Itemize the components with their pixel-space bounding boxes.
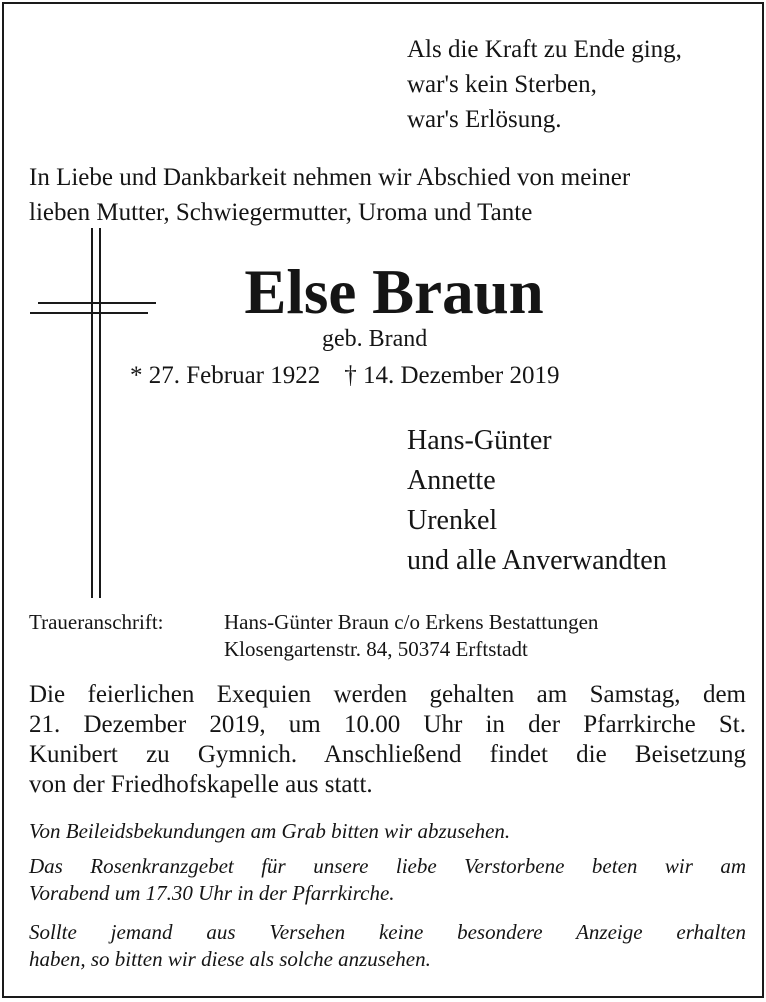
birth-date: * 27. Februar 1922 [130,362,321,389]
poem-line: war's Erlösung. [407,106,562,133]
address-line: Klosengartenstr. 84, 50374 Erftstadt [224,637,528,661]
mourner: und alle Anverwandten [407,545,667,576]
service-line: Die feierlichen Exequien werden gehalten am Samstag, dem [29,681,746,708]
condolences-note [29,818,746,845]
funeral-service-text [29,680,746,800]
mourner: Hans-Günter [407,425,552,456]
death-date: † 14. Dezember 2019 [344,362,560,389]
intro-line: In Liebe und Dankbarkeit nehmen wir Abschied von meiner [29,164,631,191]
poem-line: Als die Kraft zu Ende ging, [407,36,682,63]
intro-text [29,160,630,230]
note-line: haben, so bitten wir diese als solche anzusehen. [29,947,431,971]
notice-note [29,919,746,973]
intro-line: lieben Mutter, Schwiegermutter, Uroma und Tante [29,199,533,226]
mourning-address [224,609,598,663]
rosary-note [29,853,746,907]
mourners-list [407,421,667,581]
address-line: Hans-Günter Braun c/o Erkens Bestattungen [224,610,599,634]
service-line: Kunibert zu Gymnich. Anschließend findet die Beisetzung [29,741,746,768]
service-line: 21. Dezember 2019, um 10.00 Uhr in der Pfarrkirche St. [29,711,746,738]
mourner: Annette [407,465,496,496]
address-label: Traueranschrift: [29,610,164,634]
birth-name: geb. Brand [322,326,428,352]
poem-line: war's kein Sterben, [407,71,597,98]
note-line: Von Beileidsbekundungen am Grab bitten wir abzusehen. [29,819,511,843]
note-line: Sollte jemand aus Versehen keine besondere Anzeige erhalten [29,920,746,944]
note-line: Das Rosenkranzgebet für unsere liebe Verstorbene beten wir am [29,854,746,878]
obituary-notice [2,2,764,998]
service-line: von der Friedhofskapelle aus statt. [29,771,373,798]
note-line: Vorabend um 17.30 Uhr in der Pfarrkirche. [29,881,395,905]
life-dates [130,360,559,392]
deceased-name: Else Braun [244,257,544,327]
mourner: Urenkel [407,505,498,536]
poem-verse [407,32,682,137]
